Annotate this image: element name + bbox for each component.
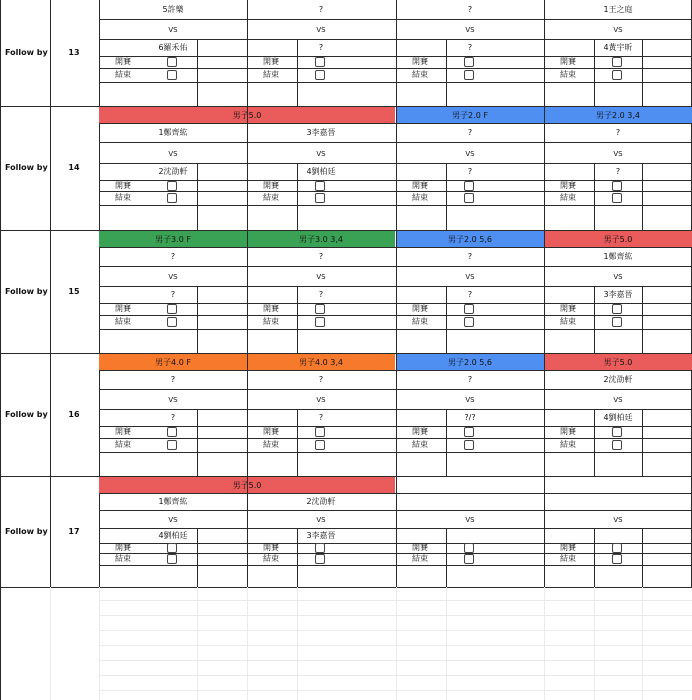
division-header [396,231,544,248]
grid-line [247,230,248,353]
grid-line [642,286,643,353]
grid-line [247,0,248,106]
player-top: ? [467,5,473,14]
end-checkbox[interactable] [464,440,474,450]
end-label: 結束 [115,554,131,563]
player-bottom: ? [467,167,473,176]
division-label: 男子3.0 F [155,235,191,244]
grid-line [544,476,545,587]
division-label: 男子5.0 [232,111,262,120]
vs-label: VS [168,150,178,158]
start-checkbox[interactable] [167,181,177,191]
start-checkbox[interactable] [167,57,177,67]
player-top: 1鄭齊紘 [603,252,633,261]
vs-label: VS [465,26,475,34]
grid-line [396,476,397,587]
end-label: 結束 [263,317,279,326]
end-label: 結束 [263,70,279,79]
end-label: 結束 [412,554,428,563]
player-bottom: 4劉柏廷 [306,167,336,176]
division-label: 男子5.0 [232,481,262,490]
grid-line [544,230,545,353]
player-bottom: 4黃宇昕 [603,43,633,52]
start-label: 開賽 [560,304,576,313]
start-checkbox[interactable] [315,304,325,314]
empty-grid-line [297,587,298,700]
player-top: 1鄭齊紘 [158,497,188,506]
grid-line [50,0,51,587]
grid-line [544,0,545,106]
player-top: 1鄭齊紘 [158,128,188,137]
end-label: 結束 [115,70,131,79]
player-top: 2沈劭軒 [306,497,336,506]
start-label: 開賽 [263,427,279,436]
empty-grid-line [99,587,100,700]
end-label: 結束 [560,554,576,563]
end-label: 結束 [412,317,428,326]
end-checkbox[interactable] [315,317,325,327]
grid-line [446,39,447,106]
start-label: 開賽 [560,57,576,66]
start-label: 開賽 [263,57,279,66]
vs-label: VS [613,396,623,404]
player-bottom: ? [170,290,176,299]
start-checkbox[interactable] [612,181,622,191]
follow-by-label: Follow by [5,409,48,419]
empty-grid-line [247,587,248,700]
vs-label: VS [168,516,178,524]
follow-by-label: Follow by [5,526,48,536]
player-bottom: 3李嘉晉 [603,290,633,299]
player-top: ? [467,375,473,384]
end-label: 結束 [412,440,428,449]
empty-grid-line [50,587,51,700]
grid-line [446,528,447,587]
division-header [396,107,544,124]
division-label: 男子5.0 [603,235,633,244]
player-bottom: 3李嘉晉 [306,531,336,540]
grid-line [544,106,545,230]
division-header [544,231,692,248]
division-label: 男子2.0 5,6 [448,235,492,244]
end-checkbox[interactable] [464,193,474,203]
end-checkbox[interactable] [612,554,622,564]
vs-label: VS [316,273,326,281]
start-checkbox[interactable] [464,543,474,553]
player-bottom: 2沈劭軒 [158,167,188,176]
player-top: ? [170,375,176,384]
end-checkbox[interactable] [612,70,622,80]
player-top: 2沈劭軒 [603,375,633,384]
player-bottom: ? [467,43,473,52]
end-label: 結束 [560,317,576,326]
grid-line [297,163,298,230]
start-checkbox[interactable] [612,543,622,553]
row-separator [0,587,692,588]
end-checkbox[interactable] [315,193,325,203]
vs-label: VS [316,516,326,524]
grid-line [197,286,198,353]
grid-line [642,163,643,230]
empty-grid-line [642,587,643,700]
end-checkbox[interactable] [167,193,177,203]
end-checkbox[interactable] [315,70,325,80]
grid-line [594,39,595,106]
division-header [396,354,544,371]
player-top: ? [467,252,473,261]
grid-line [247,353,248,476]
grid-line [297,409,298,476]
vs-label: VS [613,150,623,158]
grid-line [197,409,198,476]
start-checkbox[interactable] [464,304,474,314]
grid-line [197,39,198,106]
vs-label: VS [465,273,475,281]
start-checkbox[interactable] [464,427,474,437]
player-top: 5許樂 [162,5,184,14]
start-label: 開賽 [263,181,279,190]
start-label: 開賽 [115,181,131,190]
grid-line [396,353,397,476]
grid-line [642,39,643,106]
player-bottom: 4劉柏廷 [158,531,188,540]
vs-label: VS [168,273,178,281]
end-label: 結束 [115,317,131,326]
vs-label: VS [465,150,475,158]
start-label: 開賽 [560,543,576,552]
vs-label: VS [316,26,326,34]
end-label: 結束 [560,193,576,202]
grid-line [297,528,298,587]
player-top: ? [170,252,176,261]
division-label: 男子4.0 3,4 [299,358,343,367]
grid-line [594,286,595,353]
end-checkbox[interactable] [612,193,622,203]
end-checkbox[interactable] [315,554,325,564]
start-checkbox[interactable] [612,304,622,314]
empty-grid-line [197,587,198,700]
end-checkbox[interactable] [315,440,325,450]
start-label: 開賽 [115,543,131,552]
start-checkbox[interactable] [315,543,325,553]
start-checkbox[interactable] [167,304,177,314]
empty-grid-line [594,587,595,700]
start-label: 開賽 [412,304,428,313]
start-checkbox[interactable] [315,427,325,437]
empty-grid-line [446,587,447,700]
follow-by-label: Follow by [5,163,48,172]
end-label: 結束 [560,440,576,449]
player-top: ? [318,252,324,261]
start-label: 開賽 [263,304,279,313]
player-bottom: 6羅禾佑 [158,43,188,52]
player-bottom: 4劉柏廷 [603,413,633,422]
start-checkbox[interactable] [612,427,622,437]
end-checkbox[interactable] [612,317,622,327]
division-label: 男子3.0 3,4 [299,235,343,244]
start-checkbox[interactable] [315,181,325,191]
player-bottom: ? [318,290,324,299]
start-label: 開賽 [115,304,131,313]
round-number: 16 [68,409,80,419]
division-label: 男子2.0 3,4 [596,111,640,120]
player-bottom: ? [170,413,176,422]
grid-line [446,163,447,230]
start-label: 開賽 [263,543,279,552]
start-label: 開賽 [560,427,576,436]
end-label: 結束 [412,193,428,202]
end-checkbox[interactable] [167,70,177,80]
vs-label: VS [613,273,623,281]
round-number: 15 [68,286,80,296]
end-checkbox[interactable] [167,554,177,564]
grid-line [396,0,397,106]
end-label: 結束 [263,554,279,563]
player-top: 3李嘉晉 [306,128,336,137]
start-label: 開賽 [115,57,131,66]
vs-label: VS [168,396,178,404]
division-header [544,107,692,124]
grid-line [197,528,198,587]
player-top: ? [467,128,473,137]
end-label: 結束 [115,193,131,202]
grid-line [197,163,198,230]
vs-label: VS [316,150,326,158]
grid-line [396,230,397,353]
division-label: 男子4.0 F [155,358,191,367]
vs-label: VS [168,26,178,34]
start-label: 開賽 [412,57,428,66]
round-number: 13 [68,48,80,57]
vs-label: VS [465,516,475,524]
player-top: ? [318,375,324,384]
start-checkbox[interactable] [167,427,177,437]
start-checkbox[interactable] [612,57,622,67]
grid-line [247,476,248,587]
start-checkbox[interactable] [167,543,177,553]
player-top: ? [615,128,621,137]
start-label: 開賽 [560,181,576,190]
empty-grid-line [396,587,397,700]
start-checkbox[interactable] [315,57,325,67]
end-checkbox[interactable] [167,317,177,327]
player-top: ? [318,5,324,14]
end-label: 結束 [412,70,428,79]
start-label: 開賽 [115,427,131,436]
player-bottom: ? [318,43,324,52]
grid-line [642,409,643,476]
follow-by-label: Follow by [5,48,48,57]
end-label: 結束 [263,440,279,449]
grid-line [297,39,298,106]
start-label: 開賽 [412,543,428,552]
division-label: 男子2.0 F [452,111,488,120]
end-checkbox[interactable] [612,440,622,450]
grid-line [594,409,595,476]
end-checkbox[interactable] [167,440,177,450]
end-checkbox[interactable] [464,317,474,327]
end-checkbox[interactable] [464,554,474,564]
start-label: 開賽 [412,427,428,436]
grid-line [642,528,643,587]
player-bottom: ?/? [464,413,476,422]
grid-line [396,106,397,230]
end-checkbox[interactable] [464,70,474,80]
division-label: 男子5.0 [603,358,633,367]
player-bottom: ? [318,413,324,422]
grid-line [247,106,248,230]
grid-line [594,528,595,587]
round-number: 17 [68,526,80,536]
empty-grid-line [544,587,545,700]
player-top: 1王之庭 [603,5,633,14]
start-checkbox[interactable] [464,57,474,67]
end-label: 結束 [560,70,576,79]
grid-line [594,163,595,230]
player-bottom: ? [467,290,473,299]
grid-line [99,0,100,587]
start-checkbox[interactable] [464,181,474,191]
grid-line [544,353,545,476]
vs-label: VS [465,396,475,404]
vs-label: VS [613,516,623,524]
end-label: 結束 [115,440,131,449]
division-label: 男子2.0 5,6 [448,358,492,367]
end-label: 結束 [263,193,279,202]
vs-label: VS [316,396,326,404]
grid-line [297,286,298,353]
division-header [544,354,692,371]
vs-label: VS [613,26,623,34]
follow-by-label: Follow by [5,286,48,296]
grid-line [446,286,447,353]
grid-line [0,0,1,700]
start-label: 開賽 [412,181,428,190]
round-number: 14 [68,163,80,172]
grid-line [446,409,447,476]
player-bottom: ? [615,167,621,176]
